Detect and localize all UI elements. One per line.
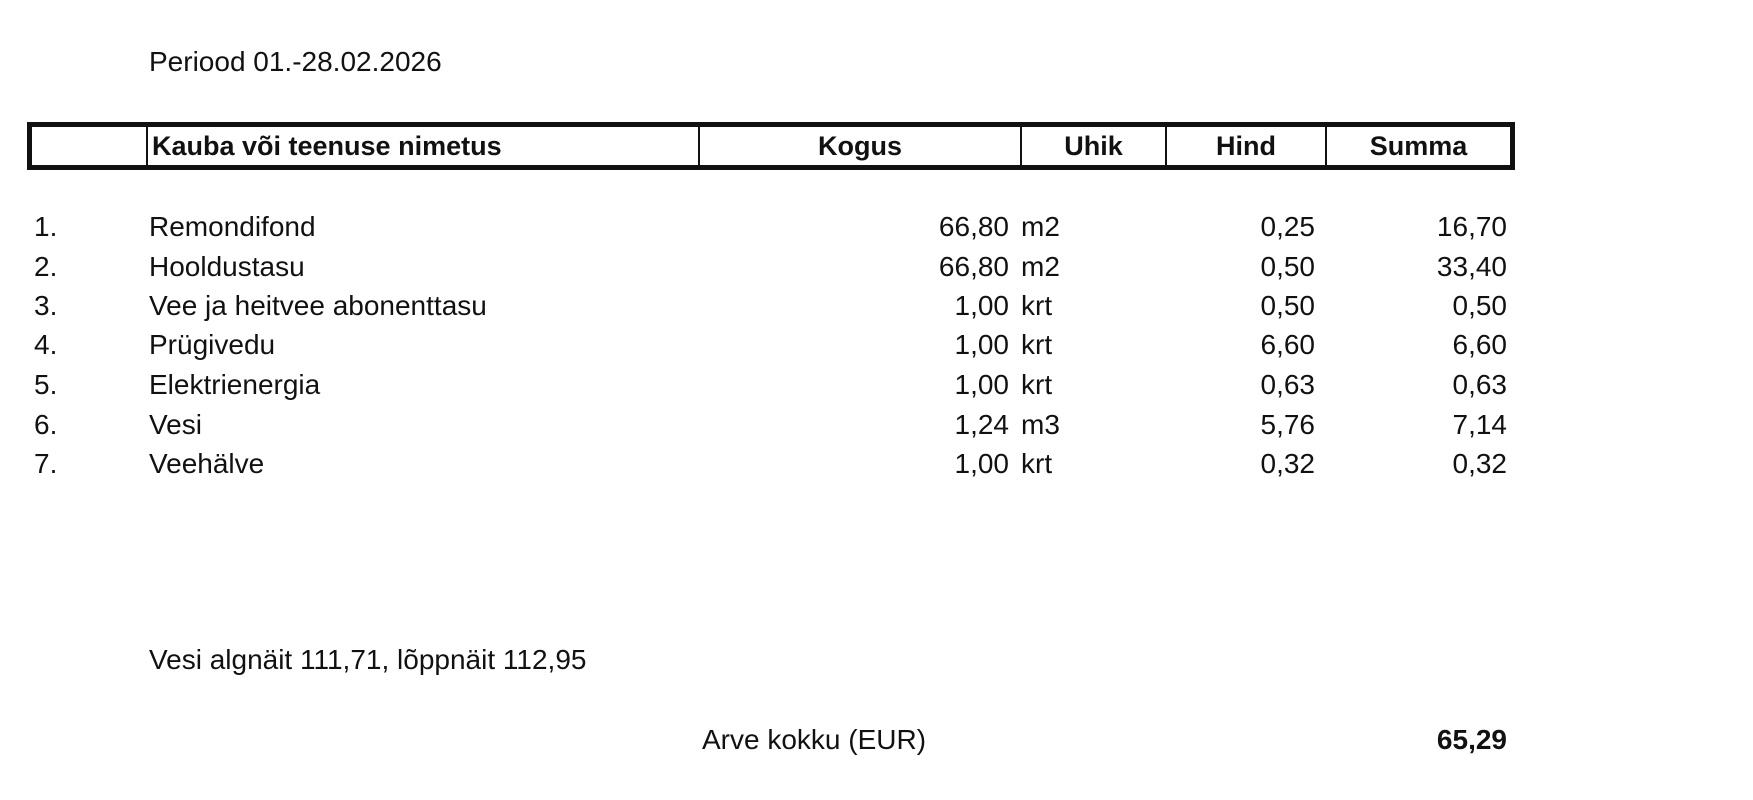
header-col-no	[32, 127, 148, 165]
row-number: 3.	[34, 290, 58, 321]
item-price: 0,50	[1260, 251, 1315, 282]
item-sum: 33,40	[1436, 251, 1507, 282]
water-meter-note: Vesi algnäit 111,71, lõppnäit 112,95	[149, 644, 587, 675]
item-name: Veehälve	[149, 448, 265, 479]
row-number: 2.	[34, 251, 58, 282]
item-quantity: 1,00	[954, 329, 1009, 360]
period-label: Periood 01.-28.02.2026	[149, 46, 442, 77]
header-col-name: Kauba või teenuse nimetus	[148, 127, 700, 165]
item-sum: 6,60	[1452, 329, 1507, 360]
row-number: 6.	[34, 409, 58, 440]
item-name: Prügivedu	[149, 329, 276, 360]
item-unit: krt	[1021, 448, 1053, 479]
item-quantity: 1,24	[954, 409, 1009, 440]
table-row	[0, 409, 1753, 445]
item-unit: krt	[1021, 369, 1053, 400]
row-number: 5.	[34, 369, 58, 400]
item-name: Vee ja heitvee abonenttasu	[149, 290, 487, 321]
row-number: 1.	[34, 211, 58, 242]
item-unit: m2	[1021, 251, 1060, 282]
item-sum: 7,14	[1452, 409, 1507, 440]
item-price: 5,76	[1260, 409, 1315, 440]
item-price: 0,25	[1260, 211, 1315, 242]
header-col-unit: Uhik	[1022, 127, 1167, 165]
total-label: Arve kokku (EUR)	[702, 724, 927, 755]
item-quantity: 66,80	[938, 211, 1009, 242]
header-col-sum: Summa	[1369, 131, 1468, 161]
item-price: 6,60	[1260, 329, 1315, 360]
item-sum: 16,70	[1436, 211, 1507, 242]
row-number: 7.	[34, 448, 58, 479]
item-unit: krt	[1021, 290, 1053, 321]
header-col-price: Hind	[1167, 127, 1327, 165]
item-unit: krt	[1021, 329, 1053, 360]
table-row	[0, 251, 1753, 287]
item-sum: 0,63	[1452, 369, 1507, 400]
item-quantity: 1,00	[954, 290, 1009, 321]
item-name: Hooldustasu	[149, 251, 305, 282]
item-name: Remondifond	[149, 211, 316, 242]
item-name: Elektrienergia	[149, 369, 321, 400]
table-row	[0, 369, 1753, 405]
item-unit: m3	[1021, 409, 1060, 440]
item-sum: 0,50	[1452, 290, 1507, 321]
header-col-qty: Kogus	[700, 127, 1022, 165]
item-price: 0,32	[1260, 448, 1315, 479]
item-price: 0,63	[1260, 369, 1315, 400]
item-price: 0,50	[1260, 290, 1315, 321]
item-name: Vesi	[149, 409, 202, 440]
item-unit: m2	[1021, 211, 1060, 242]
table-row	[0, 211, 1753, 247]
table-row	[0, 290, 1753, 326]
total-value: 65,29	[1436, 724, 1507, 755]
item-quantity: 66,80	[938, 251, 1009, 282]
item-sum: 0,32	[1452, 448, 1507, 479]
table-row	[0, 329, 1753, 365]
table-row	[0, 448, 1753, 484]
table-header	[27, 122, 1515, 170]
item-quantity: 1,00	[954, 448, 1009, 479]
row-number: 4.	[34, 329, 58, 360]
item-quantity: 1,00	[954, 369, 1009, 400]
